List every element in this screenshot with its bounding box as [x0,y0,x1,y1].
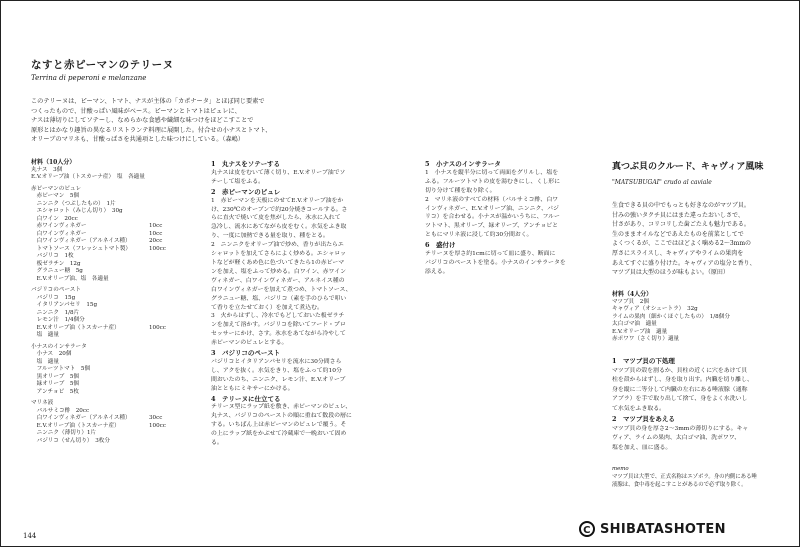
ingredient-item: 赤ポワワ（さく切り）適量 [612,336,680,342]
ingredient-name: 白ワインヴィネガー（アルネイス種） [31,415,131,421]
ingredient-item [31,438,201,446]
step-text: アブラ）を手で取り出して捨て、身をよく水洗いし [612,396,748,402]
ingredient-item [31,332,201,340]
ingredient-name: バジリコ 15g [31,294,76,301]
step-heading: 4 テリーヌに仕立てる [211,394,281,403]
step-text: る。 [211,440,223,447]
step-text: 急冷し、流水にあてながら皮をむく。水気をふき取 [211,224,347,231]
step-text: し、アクを抜く。水気をきり、塩をふって約10分 [211,367,342,374]
step-text: ともにマリネ液に浸して約30分間おく。 [425,232,533,239]
step-text: 切り分けて種を取り除く。 [425,187,496,194]
ingredient-item: キャヴィア（オシェートラ） 32g [612,306,698,312]
ingredient-item [31,351,201,359]
steps-column-2 [425,159,595,277]
step-text: 丸ナスは皮をむいて薄く切り、E.V.オリーブ油でソ [211,169,346,176]
ingredient-item [31,208,201,216]
step-text: 1 小ナスを縦半分に切って両面をグリルし、塩を [425,169,559,176]
recipe-intro-right [612,201,764,278]
ingredient-item [31,276,201,284]
step-text: バジリコのペーストを塗る。小ナスのインサラータを [425,259,566,266]
ingredients-right [612,291,772,344]
step-text: マツブ貝の身を厚さ2～3mmの薄切りにする。キャ [612,425,749,432]
ingredient-name: 塩 適量 [31,332,59,338]
ingredient-item [31,415,201,423]
step-text: リコ）を合わせる。小ナスが温かいうちに、フルー [425,214,560,221]
step-text: マツブ貝の殻を割るか、貝柱の近くに穴をあけて貝 [612,367,748,374]
ingredient-item [31,246,201,254]
ingredient-item: マツブ貝 2個 [612,298,649,305]
ingredient-item [31,359,201,367]
ingredient-name: 黒オリーブ 5個 [31,373,80,380]
step-text: 添える。 [425,268,449,275]
ingredient-name: 赤ピーマン 5個 [31,193,80,199]
step-text: け、230℃のオーブンで約20分焼きコールする。さ [211,206,348,213]
ingredient-name: アンチョビ 5枚 [31,388,79,395]
step-text: する。いちばん上は赤ピーマンのピュレで覆う。そ [211,422,347,429]
recipe-title-right: 真つぶ貝のクルード、キャヴィア風味 [612,162,764,172]
ingredient-name: マリネ液 [31,400,54,406]
ingredient-item [31,261,201,269]
step-text: 白ワインヴィネガーを加えて煮つめ、トマトソース、 [211,286,352,293]
intro-line: 甘みの強いタクチ貝にはまた違ったおいしさで、 [612,211,744,219]
memo-label: memo [612,466,629,472]
ingredient-item [31,223,201,231]
recipe-subtitle-left: Terrina di peperoni e melanzane [31,74,147,82]
intro-line: このテリーヌは、ピーマン、トマト、ナスが主体の「カポナータ」とほぼ同じ要素で [31,98,265,105]
step-text: ヴィネガー、白ワインヴィネガー、アルネイス種の [211,277,345,284]
ingredient-item [31,325,201,333]
ingredient-name: イタリアンパセリ 15g [31,302,98,308]
step-text: らに直火で焼いて皮を焦がしたら、氷水に入れて [211,215,341,222]
step-heading: 1 マツブ貝の下処理 [612,357,675,365]
intro-line: ナスは薄切りにしてソテーし、なめらかな食感や繊細な味つけをほどこすことで [31,117,254,125]
memo-line: マツブ貝は大型で、正式名称はエゾボラ。身の内側にある唾 [612,474,757,480]
ingredient-item [31,193,201,201]
ingredient-amount: 10cc [149,230,163,237]
ingredient-item: E.V.オリーブ油 適量 [612,328,668,335]
ingredient-item [31,174,201,182]
intro-line: あえてすぐに盛り付けた。キャヴィアの塩分と香り、 [612,259,756,267]
ingredient-amount: 30cc [149,415,163,421]
step-text: 2 ニンニクをオリーブ油で炒め、香りが出たらエ [211,242,344,249]
ingredient-name: 小ナスのインサラータ [31,343,87,350]
ingredient-item [31,423,201,431]
ingredient-item [31,268,201,276]
intro-line: 生のままオイルなどであえたものを前菜としてで [612,230,744,238]
ingredient-item [31,167,201,175]
intro-line: 原形とはかなり趣旨の異なるリストランテ料理に展開した。付合せの小ナスとトマト、 [31,126,272,134]
ingredient-item: 太白ゴマ油 適量 [612,321,657,327]
ingredient-name: E.V.オリーブ油、塩 各適量 [31,275,109,282]
step-heading: 1 丸ナスをソテーする [211,160,280,168]
step-text: 3 火からはずし、冷水でもどしておいた板ゼラチ [211,313,345,320]
ingredient-item [31,374,201,382]
recipe-subtitle-right: "MATSUBUGAI" crudo al caviale [612,179,712,186]
step-text: て水気をふき取る。 [612,405,666,412]
step-text: グラニュー糖、塩、バジリコ（素を手のひらで叩い [211,295,347,302]
ingredient-item [31,253,201,261]
intro-line: 甘さがあり、コリコリした歯ごたえも魅力である。 [612,221,750,229]
ingredient-item [31,231,201,239]
ingredient-name: 赤ピーマンのピュレ [31,185,82,192]
ingredient-item [31,216,201,224]
ingredient-name: フルーツトマト 5個 [31,366,91,372]
intro-line: よくつくるが、ここではほどよく噛める2～3mmの [612,240,752,248]
step-text: テーして塩をふる。 [211,178,265,185]
ingredient-name: E.V.オリーブ油（トスカーナ産） [31,324,120,331]
ingredient-name: 板ゼラチン 12g [31,260,81,267]
recipe-intro-left [31,97,366,145]
step-text: ヴィア、ライムの果肉、太白ゴマ油、洗ポワワ、 [612,435,741,441]
copyright-notice [579,521,726,537]
intro-line: 厚さにスライスし、キャヴィアやライムの果肉を [612,249,744,257]
ingredient-item [31,186,201,194]
ingredient-item [31,302,201,310]
ingredients-header-left: 材料（10人分） [31,159,76,166]
ingredient-name: バジリコ 1枚 [31,253,74,259]
step-text: ふる。フルーツトマトの皮を湯むきにし、くし形に [425,178,561,185]
step-text: て香りを立たせておく）を加えて煮込む。 [211,304,323,311]
ingredient-name: バジリコのペースト [31,287,81,293]
ingredient-amount: 20cc [149,238,163,244]
step-text: 2 マリネ液のすべての材料（バルサミコ酢、白ワ [425,196,559,203]
ingredient-name: 緑オリーブ 5個 [31,381,80,387]
ingredient-item [31,238,201,246]
step-text: インヴィネガー、E.V.オリーブ油、ニンニク、バジ [425,205,559,212]
intro-line: オリーブのマリネも、甘酸っぱさを共通項とした味つけにしている。（森嶋） [31,136,245,144]
steps-column-1 [211,159,411,448]
ingredient-name: エシャロット（みじん切り） 30g [31,208,123,214]
step-text: 間おいたのち、ニンニク、レモン汁、E.V.オリーブ [211,376,346,383]
step-text: シャロットを加えてさらによく炒める。エシャロッ [211,251,347,258]
ingredient-name: ニンニク（薄切り）1片 [31,430,97,436]
ingredient-item [31,344,201,352]
step-text: 油とともにミキサーにかける。 [211,385,294,392]
ingredient-name: 塩 適量 [31,358,59,365]
ingredient-item [31,201,201,209]
step-text: テリーヌ型にラップ紙を敷き、赤ピーマンのピュレ、 [211,404,352,411]
step-text: ツトマト、黒オリーブ、緑オリーブ、アンチョビと [425,223,559,230]
ingredient-name: ニンニク（つぶしたもの） 1片 [31,200,116,207]
memo-line: 液腺は、食中毒を起こすことがあるので必ず取り除く。 [612,482,747,488]
ingredient-item [31,366,201,374]
ingredient-item [31,381,201,389]
ingredient-name: バルサミコ酢 20cc [31,407,90,414]
ingredient-item [31,295,201,303]
ingredient-name: E.V.オリーブ油（トスカーナ産） 塩 各適量 [31,174,145,180]
ingredient-name: 白ワインヴィネガー（アルネイス種） [31,238,131,244]
ingredients-header-right: 材料（4人分） [612,291,653,298]
steps-right [612,356,777,453]
ingredient-item [31,317,201,325]
ingredient-item [31,430,201,438]
ingredient-name: 小ナス 20個 [31,351,72,357]
copyright-text: SHIBATASHOTEN [600,521,726,537]
ingredient-name: 丸ナス 3個 [31,166,63,173]
step-text: セッサーにかけ、さす。氷水をあてながら冷やして [211,331,346,338]
step-text: の上にラップ紙をかぶせて冷蔵庫で一晩おいて固め [211,431,347,438]
intro-line: 生食できる貝の中でもっとも好きなのがマツブ貝。 [612,202,750,209]
ingredient-item [31,310,201,318]
step-heading: 6 盛付け [425,241,456,250]
step-text: 柱を殻からはずし、身を取り出す。内臓を切り離し、 [612,377,753,383]
step-heading: 2 マツブ貝をあえる [612,415,675,423]
ingredient-name: 白ワイン 20cc [31,215,78,222]
step-heading: 5 小ナスのインサラータ [425,160,501,168]
memo-section [612,465,762,489]
step-text: 身を縦に二等分して内臓の左右にある唾液腺（通称 [612,386,748,393]
ingredient-name: トマトソース（フレッシュトマト製） [31,245,132,252]
ingredient-name: レモン汁 1/4個分 [31,317,85,323]
page-number: 144 [23,532,37,540]
step-text: 1 赤ピーマンを天板にのせてE.V.オリーブ油をか [211,197,344,204]
ingredient-item [31,389,201,397]
step-text: トなどが軽くあめ色に色づいてきたら1の赤ピーマ [211,259,345,266]
step-text: 丸ナス、バジリコのペーストの順に重ねて数段の層に [211,413,352,420]
step-heading: 2 赤ピーマンのピュレ [211,187,281,196]
intro-line: つくったもので、甘酸っぱい風味がベース。ピーマンとトマトはピュレに、 [31,107,241,115]
recipe-title-left: なすと赤ピーマンのテリーヌ [31,59,174,71]
step-text: 赤ピーマンのピュレとする。 [211,340,288,347]
ingredient-item [31,287,201,295]
ingredient-name: E.V.オリーブ油（トスカーナ産） [31,422,120,429]
step-text: ンを加えて溶かす。バジリコを除いてフード・プロ [211,322,346,329]
ingredient-item [31,400,201,408]
step-text: テリーヌを厚さ約1cmに切って皿に盛り、断面に [425,251,556,258]
ingredient-name: 赤ワインヴィネガー [31,223,87,229]
copyright-icon: C [579,521,595,537]
step-heading: 3 バジリコのペースト [211,349,281,358]
ingredients-left [31,159,201,445]
ingredient-name: グラニュー糖 5g [31,268,83,274]
step-text: ンを加え、塩をふって炒める。白ワイン、赤ワイン [211,268,347,275]
ingredient-item [31,408,201,416]
ingredient-item: ライムの果肉（細かくほぐしたもの） 1/8個分 [612,313,730,320]
step-text: り、一度に加熱できる量を取り、種をとる。 [211,233,329,240]
ingredient-name: ニンニク 1/8片 [31,309,80,316]
ingredient-name: バジリコ（せん切り） 3枚分 [31,437,110,444]
step-text: 塩を加え、皿に盛る。 [612,444,672,451]
ingredient-amount: 100cc [149,422,166,429]
ingredient-name: 白ワインヴィネガー [31,230,87,237]
intro-line: マツブ貝は大型のほうが味もよい。（原田） [612,269,729,277]
ingredient-amount: 10cc [149,223,163,229]
ingredient-amount: 100cc [149,324,166,331]
ingredient-amount: 100cc [149,245,166,252]
step-text: バジリコとイタリアンパセリを流水に30分間さら [211,358,342,365]
